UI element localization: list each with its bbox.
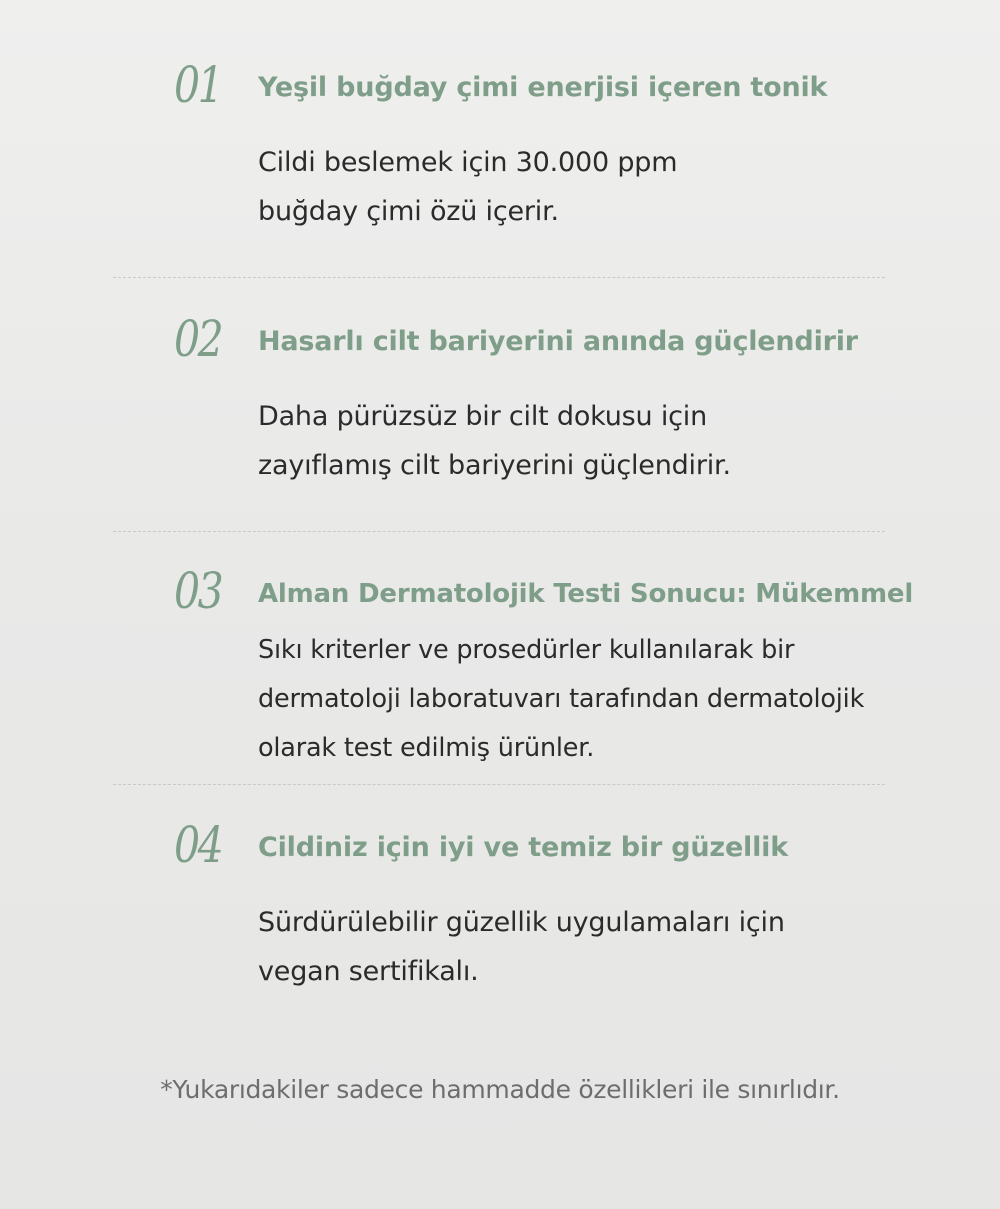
feature-title: Hasarlı cilt bariyerini anında güçlendirir — [258, 326, 858, 357]
feature-number: 02 — [174, 310, 222, 368]
feature-number: 03 — [174, 562, 222, 620]
feature-description — [258, 138, 677, 236]
feature-title: Cildiniz için iyi ve temiz bir güzellik — [258, 832, 788, 863]
feature-description-line: Sürdürülebilir güzellik uygulamaları için — [258, 907, 785, 938]
feature-number: 04 — [174, 816, 222, 874]
feature-description — [258, 626, 864, 773]
feature-description — [258, 898, 785, 996]
feature-description-line: zayıflamış cilt bariyerini güçlendirir. — [258, 450, 731, 481]
feature-description-line: Daha pürüzsüz bir cilt dokusu için — [258, 401, 707, 432]
feature-description-line: Sıkı kriterler ve prosedürler kullanılarak bir — [258, 635, 795, 665]
section-divider — [113, 531, 885, 532]
section-divider — [113, 784, 885, 785]
feature-title: Yeşil buğday çimi enerjisi içeren tonik — [258, 72, 828, 103]
feature-description-line: dermatoloji laboratuvarı tarafından dermatolojik — [258, 684, 865, 714]
section-divider — [113, 277, 885, 278]
feature-title: Alman Dermatolojik Testi Sonucu: Mükemmel — [258, 579, 914, 609]
feature-description-line: olarak test edilmiş ürünler. — [258, 733, 595, 763]
feature-number: 01 — [174, 56, 222, 114]
footnote: *Yukarıdakiler sadece hammadde özellikleri ile sınırlıdır. — [160, 1075, 840, 1104]
feature-description — [258, 392, 731, 490]
feature-description-line: vegan sertifikalı. — [258, 956, 479, 987]
feature-description-line: buğday çimi özü içerir. — [258, 196, 559, 227]
feature-description-line: Cildi beslemek için 30.000 ppm — [258, 147, 678, 178]
